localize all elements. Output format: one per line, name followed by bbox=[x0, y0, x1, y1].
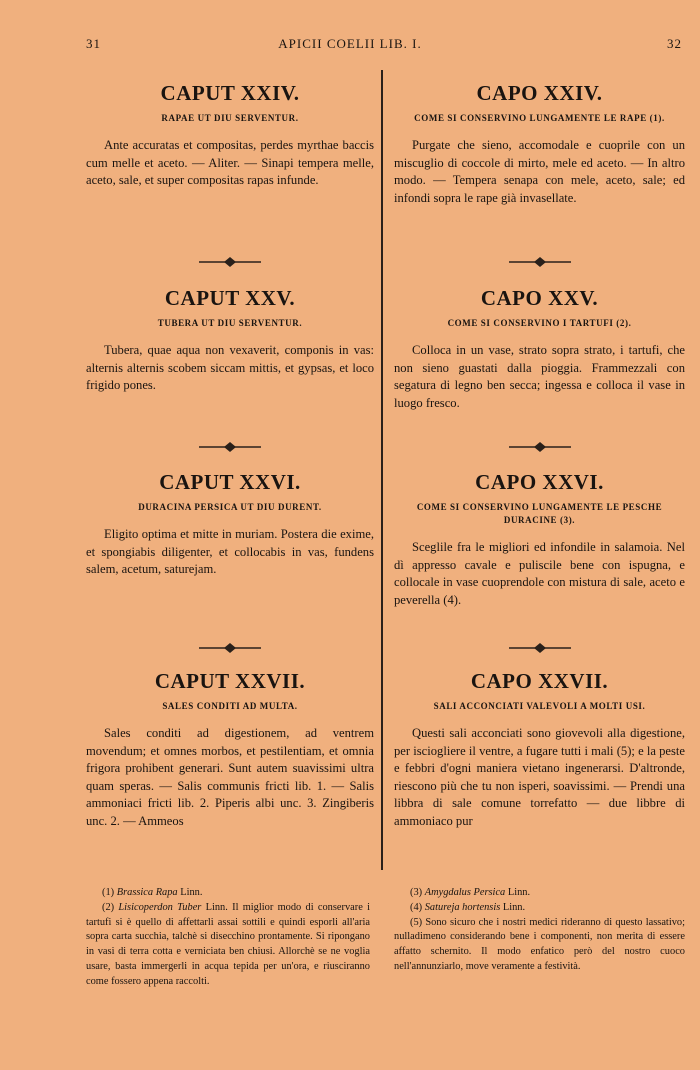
italian-chapter-24 bbox=[394, 80, 685, 207]
footnotes-right bbox=[394, 886, 685, 975]
chapter-subtitle: TUBERA UT DIU SERVENTUR. bbox=[157, 318, 303, 328]
italian-chapter-25 bbox=[394, 285, 685, 412]
chapter-text: Sales conditi ad digestionem, ad ventrem movendum; et omnes morbos, et pestilentiam, et omnia frigora prohibent generari. Sunt autem suavissimi ultra quam speras. — Salis communis fricti lib. 1. — Salis ammoniaci fricti lib. 2. Piperis albi unc. 3. Zingiberis unc. 2. — Ammeos bbox=[86, 726, 374, 828]
latin-chapter-26 bbox=[86, 469, 374, 579]
chapter-heading: CAPO XXV. bbox=[480, 286, 599, 310]
chapter-heading: CAPO XXIV. bbox=[476, 81, 603, 105]
chapter-heading: CAPO XXVII. bbox=[470, 669, 609, 693]
footnote-2: (2) Lisicoperdon Tuber Linn. Il miglior modo di conservare i tartufi si è quello di affettarli assai sottili e quindi esporli all'aria sopra carta succhia, talchè si disecchino prontamente. Si ripongano in vasi di terra cotta e verniciata ben chiusi. Allorchè se ne voglia usare, basta immergerli in acqua tepida per un'ora, e riusciranno come fossero appena raccolti. bbox=[86, 901, 370, 987]
running-header bbox=[0, 36, 700, 56]
species-name: Amygdalus Persica bbox=[424, 887, 506, 898]
footnote-3: (3) Amygdalus Persica Linn. bbox=[410, 887, 531, 898]
chapter-subtitle: DURACINA PERSICA UT DIU DURENT. bbox=[138, 502, 322, 512]
chapter-subtitle: RAPAE UT DIU SERVENTUR. bbox=[161, 113, 299, 123]
running-title: APICII COELII LIB. I. bbox=[278, 36, 422, 51]
chapter-text: Purgate che sieno, accomodale e cuoprile con un miscuglio di coccole di mirto, mele ed aceto. — In altro modo. — Tempera senapa con mele, aceto, sale; ed infondi sopra le rape già invasellate. bbox=[394, 138, 685, 205]
section-ornament bbox=[394, 642, 685, 654]
footnote-4: (4) Satureja hortensis Linn. bbox=[410, 901, 526, 913]
chapter-subtitle: COME SI CONSERVINO I TARTUFI (2). bbox=[447, 318, 632, 328]
chapter-subtitle: SALES CONDITI AD MULTA. bbox=[162, 701, 298, 711]
section-ornament bbox=[86, 441, 374, 453]
section-ornament bbox=[394, 256, 685, 268]
chapter-subtitle: SALI ACCONCIATI VALEVOLI A MOLTI USI. bbox=[433, 701, 646, 711]
footnote-5: (5) Sono sicuro che i nostri medici rideranno di questo lassativo; nulladimeno considerando bene i componenti, non merita di essere affatto schernito. Il modo enfatico però del nostro cuoco nell'annunziarlo, move veramente a festività. bbox=[394, 916, 685, 972]
chapter-heading: CAPUT XXV. bbox=[164, 286, 296, 310]
latin-chapter-27 bbox=[86, 668, 374, 831]
chapter-heading: CAPUT XXVI. bbox=[159, 470, 301, 494]
chapter-heading: CAPUT XXVII. bbox=[154, 669, 306, 693]
species-name: Brassica Rapa bbox=[116, 887, 178, 898]
footnotes-left bbox=[86, 886, 370, 990]
chapter-heading: CAPUT XXIV. bbox=[160, 81, 300, 105]
page-number-left: 31 bbox=[86, 36, 101, 51]
chapter-text: Eligito optima et mitte in muriam. Postera die exime, et spongiabis diligenter, et collocabis in vas, fundens salem, acetum, saturejam. bbox=[86, 527, 374, 577]
italian-chapter-27 bbox=[394, 668, 685, 831]
latin-chapter-25 bbox=[86, 285, 374, 395]
section-ornament bbox=[86, 642, 374, 654]
chapter-text: Questi sali acconciati sono giovevoli alla digestione, per isciogliere il ventre, a fugare tutti i mali (5); e la peste e febbri d'ogni maniera vietano ingenerarsi. D'altronde, riescono più che tu non isperi, soavissimi. — Prendi una libbra di sale comune torrefatto — due libbre di ammoniaco pur bbox=[394, 726, 685, 828]
italian-chapter-26 bbox=[394, 469, 685, 609]
chapter-text: Ante accuratas et compositas, perdes myrthae baccis cum melle et aceto. — Aliter. — Sinapi tempera melle, aceto, sale, et super compositas rapas infunde. bbox=[86, 138, 374, 188]
footnote-1: (1) Brassica Rapa Linn. bbox=[102, 887, 203, 898]
chapter-heading: CAPO XXVI. bbox=[475, 470, 604, 494]
chapter-subtitle: COME SI CONSERVINO LUNGAMENTE LE PESCHE DURACINE (3). bbox=[416, 502, 663, 525]
latin-chapter-24 bbox=[86, 80, 374, 190]
chapter-text: Sceglile fra le migliori ed infondile in salamoia. Nel dì appresso cavale e puliscile bene con ispugna, e collocale in vase cuoprendole con mistura di sale, aceto e peverella (4). bbox=[394, 540, 685, 607]
species-name: Lisicoperdon Tuber bbox=[118, 901, 202, 913]
page-number-right: 32 bbox=[667, 36, 682, 51]
species-name: Satureja hortensis bbox=[424, 901, 501, 913]
chapter-text: Tubera, quae aqua non vexaverit, componis in vas: alternis alternis scobem siccam mittis, et gypsas, et loco frigido pones. bbox=[86, 343, 374, 393]
column-divider bbox=[381, 70, 383, 870]
chapter-subtitle: COME SI CONSERVINO LUNGAMENTE LE RAPE (1). bbox=[414, 113, 665, 123]
chapter-text: Colloca in un vase, strato sopra strato, i tartufi, che non sieno guastati dalla pioggia. Frammezzali con segatura di legno ben secca; ingessa e colloca il vase in luogo fresco. bbox=[394, 343, 685, 410]
section-ornament bbox=[394, 441, 685, 453]
section-ornament bbox=[86, 256, 374, 268]
